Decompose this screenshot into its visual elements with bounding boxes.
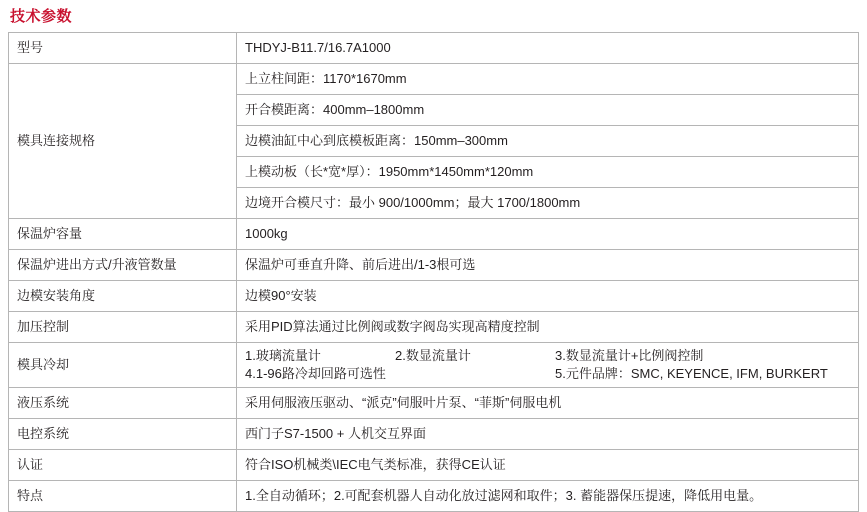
page-title: 技术参数 — [10, 8, 73, 25]
row-value-mold-spec-4: 上模动板（长*宽*厚）：1950mm*1450mm*120mm — [237, 157, 859, 188]
row-value-mold-spec-1: 上立柱间距：1170*1670mm — [237, 64, 859, 95]
row-value-features: 1.全自动循环；2.可配套机器人自动化放过滤网和取件；3. 蓄能器保压提速，降低用电量。 — [237, 481, 859, 512]
table-row — [9, 219, 859, 250]
row-label-furnace-inout: 保温炉进出方式/升液管数量 — [9, 250, 237, 281]
table-row — [9, 419, 859, 450]
row-value-model: THDYJ-B11.7/16.7A1000 — [237, 33, 859, 64]
row-value-certification: 符合ISO机械类\IEC电气类标准，获得CE认证 — [237, 450, 859, 481]
table-row — [9, 450, 859, 481]
row-value-electrical: 西门子S7-1500 + 人机交互界面 — [237, 419, 859, 450]
row-label-electrical: 电控系统 — [9, 419, 237, 450]
table-row — [9, 388, 859, 419]
cooling-option-2: 2.数显流量计 — [395, 348, 471, 363]
row-label-certification: 认证 — [9, 450, 237, 481]
row-value-mold-cooling — [237, 343, 859, 388]
row-label-furnace-capacity: 保温炉容量 — [9, 219, 237, 250]
technical-parameters-table — [8, 32, 859, 512]
table-row — [9, 33, 859, 64]
row-label-hydraulic: 液压系统 — [9, 388, 237, 419]
row-value-pressure-control: 采用PID算法通过比例阀或数字阀岛实现高精度控制 — [237, 312, 859, 343]
row-label-side-mold-angle: 边模安装角度 — [9, 281, 237, 312]
table-row — [9, 281, 859, 312]
cooling-option-4: 4.1-96路冷却回路可选性 — [245, 366, 386, 381]
row-value-mold-spec-2: 开合模距离：400mm–1800mm — [237, 95, 859, 126]
row-value-furnace-inout: 保温炉可垂直升降、前后进出/1-3根可选 — [237, 250, 859, 281]
row-value-mold-spec-3: 边模油缸中心到底模板距离：150mm–300mm — [237, 126, 859, 157]
row-value-mold-spec-5: 边境开合模尺寸：最小 900/1000mm；最大 1700/1800mm — [237, 188, 859, 219]
table-row — [9, 64, 859, 95]
table-row — [9, 343, 859, 388]
table-row — [9, 312, 859, 343]
row-label-pressure-control: 加压控制 — [9, 312, 237, 343]
cooling-option-1: 1.玻璃流量计 — [245, 348, 321, 363]
row-label-mold-spec: 模具连接规格 — [9, 64, 237, 219]
row-label-mold-cooling: 模具冷却 — [9, 343, 237, 388]
cooling-option-3: 3.数显流量计+比例阀控制 — [555, 348, 704, 363]
table-row — [9, 481, 859, 512]
table-row — [9, 250, 859, 281]
row-value-furnace-capacity: 1000kg — [237, 219, 859, 250]
row-value-side-mold-angle: 边模90°安装 — [237, 281, 859, 312]
row-label-model: 型号 — [9, 33, 237, 64]
row-label-features: 特点 — [9, 481, 237, 512]
cooling-option-5: 5.元件品牌：SMC, KEYENCE, IFM, BURKERT — [555, 366, 828, 381]
row-value-hydraulic: 采用伺服液压驱动、“派克”伺服叶片泵、“菲斯”伺服电机 — [237, 388, 859, 419]
